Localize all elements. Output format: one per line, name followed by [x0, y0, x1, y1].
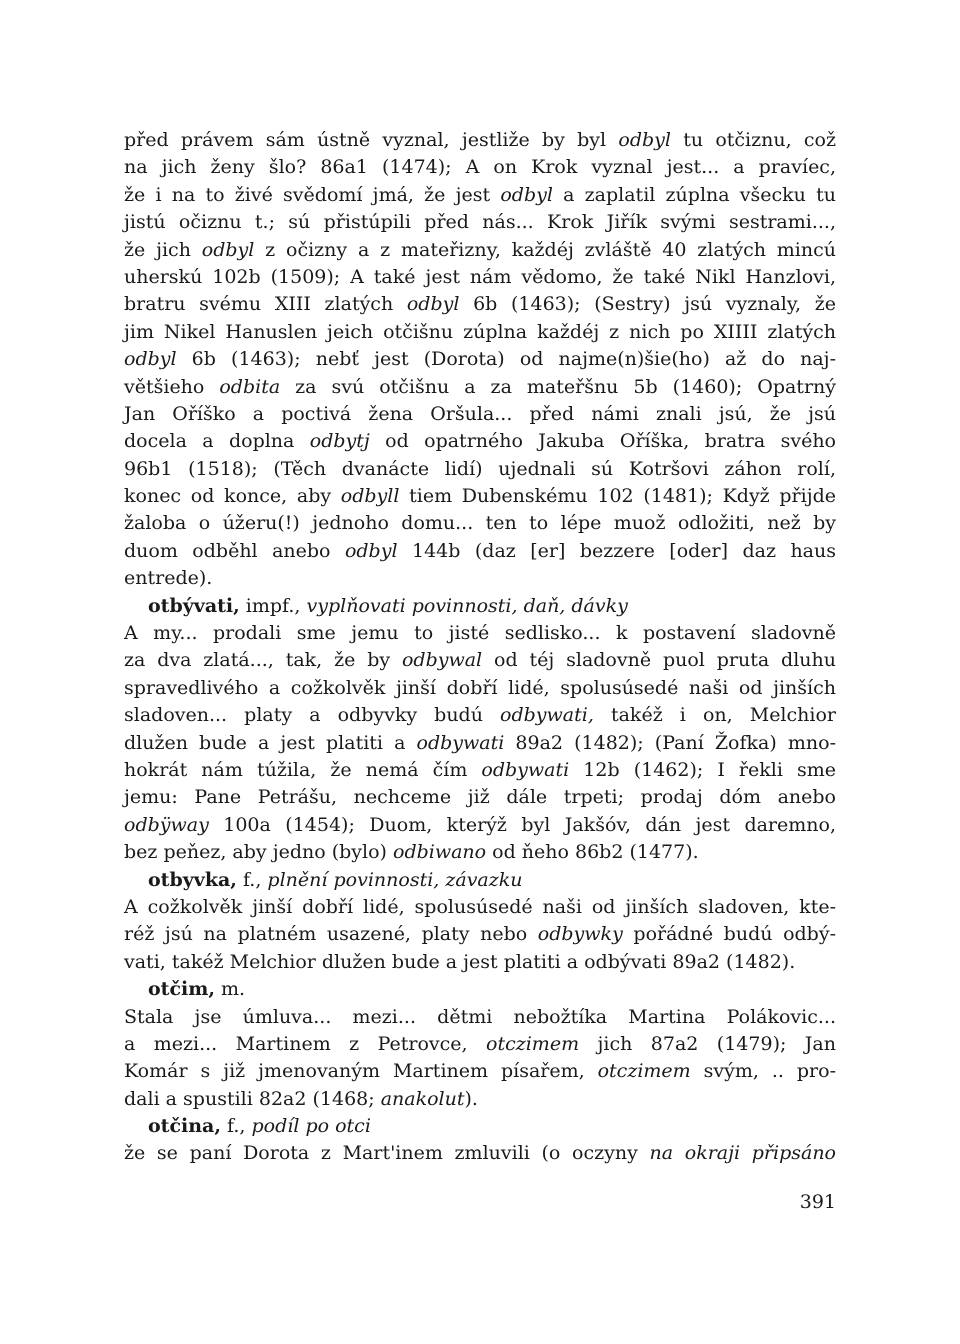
text-line — [124, 1086, 836, 1113]
text-segment: svým, .. pro- — [690, 1060, 836, 1083]
text-segment: hokrát nám túžila, že nemá čím — [124, 758, 482, 781]
text-line — [124, 127, 836, 154]
text-segment: že se paní Dorota z Mart'inem zmluvili (o oczyny — [124, 1142, 650, 1165]
text-line — [124, 1113, 836, 1140]
text-segment: bez peňez, aby jedno (bylo) — [124, 841, 393, 864]
italic-term: odbyl — [500, 183, 553, 206]
text-line — [124, 976, 836, 1003]
text-segment: a zaplatil zúplna všecku tu — [552, 183, 836, 206]
text-segment: f., — [220, 1115, 252, 1138]
italic-term: odbyl — [344, 539, 398, 562]
headword: otbývati, — [148, 594, 240, 617]
headword: otbyvka, — [148, 868, 237, 891]
text-line — [124, 839, 836, 866]
text-segment: většieho — [124, 375, 220, 398]
text-segment: že jich — [124, 238, 202, 261]
text-line — [124, 675, 836, 702]
italic-term: odbyll — [340, 485, 400, 508]
text-segment: jim Nikel Hanuslen jeich otčišnu zúplna každéj z nich po XIIII zlatých — [124, 320, 836, 343]
italic-term: odbywky — [537, 923, 623, 946]
page-number: 391 — [799, 1191, 836, 1213]
text-line — [124, 182, 836, 209]
text-line — [124, 921, 836, 948]
text-segment: Jan Oříško a poctivá žena Oršula... před námi znali jsú, že jsú — [124, 402, 836, 425]
text-line — [124, 867, 836, 894]
text-column — [124, 127, 836, 1168]
text-segment: před právem sám ústně vyznal, jestliže by byl — [124, 129, 619, 151]
italic-term: odbywati — [416, 731, 505, 754]
text-line — [124, 949, 836, 976]
text-line — [124, 702, 836, 729]
text-line — [124, 428, 836, 455]
text-line — [124, 1031, 836, 1058]
text-segment: 12b (1462); I řekli sme — [569, 758, 836, 781]
italic-term: podíl po otci — [251, 1115, 371, 1138]
text-line — [124, 510, 836, 537]
text-segment: za dva zlatá..., tak, že by — [124, 649, 402, 672]
text-segment: 89a2 (1482); (Paní Žofka) mno- — [504, 731, 836, 754]
text-segment: že i na to živé svědomí jmá, že jest — [124, 183, 501, 206]
text-segment: 6b (1463); nebť jest (Dorota) od najme(n)šie(ho) až do naj- — [176, 348, 836, 371]
italic-term: odbyl — [124, 348, 177, 371]
text-line — [124, 483, 836, 510]
text-segment: dali a spustili 82a2 (1468; — [124, 1087, 381, 1110]
italic-term: otczimem — [597, 1060, 691, 1083]
text-segment: ). — [464, 1087, 478, 1110]
italic-term: odbywati, — [500, 704, 594, 727]
text-line — [124, 620, 836, 647]
text-line — [124, 894, 836, 921]
text-line — [124, 1058, 836, 1085]
text-segment: 6b (1463); (Sestry) jsú vyznaly, že — [459, 293, 837, 316]
text-line — [124, 757, 836, 784]
italic-term: odbytj — [309, 430, 370, 453]
italic-term: odbiwano — [393, 841, 487, 864]
text-segment: m. — [214, 978, 246, 1001]
text-line — [124, 538, 836, 565]
text-segment: bratru svému XIII zlatých — [124, 293, 407, 316]
italic-term: vyplňovati povinnosti, daň, dávky — [306, 594, 628, 617]
text-segment: impf., — [239, 594, 307, 617]
text-segment: jich 87a2 (1479); Jan — [579, 1032, 836, 1055]
text-segment: 96b1 (1518); (Těch dvanácte lidí) ujednali sú Kotršovi záhon rolí, — [124, 457, 836, 480]
italic-term: odbyl — [406, 293, 460, 316]
text-segment: od opatrného Jakuba Oříška, bratra svého — [369, 430, 836, 453]
text-line — [124, 784, 836, 811]
text-segment: entrede). — [124, 567, 213, 590]
text-line — [124, 812, 836, 839]
text-segment: f., — [236, 868, 268, 891]
text-line — [124, 291, 836, 318]
text-line — [124, 456, 836, 483]
text-segment: a mezi... Martinem z Petrovce, — [124, 1032, 486, 1055]
italic-term: anakolut — [380, 1087, 465, 1110]
text-segment: 100a (1454); Duom, kterýž byl Jakšóv, dán jest daremno, — [208, 813, 836, 836]
text-segment: takéž i on, Melchior — [593, 704, 836, 727]
text-segment: na jich ženy šlo? 86a1 (1474); A on Krok vyznal jest... a pravíec, — [124, 156, 836, 179]
text-segment: z očizny a z mateřizny, každéj zvláště 40 zlatých mincú — [254, 238, 836, 261]
text-line — [124, 730, 836, 757]
text-line — [124, 209, 836, 236]
text-segment: konec od konce, aby — [124, 485, 341, 508]
text-segment: tu otčiznu, což — [670, 129, 836, 151]
text-segment: vati, takéž Melchior dlužen bude a jest platiti a odbývati 89a2 (1482). — [124, 950, 796, 973]
text-line — [124, 374, 836, 401]
italic-term: odbÿway — [124, 813, 209, 836]
text-line — [124, 154, 836, 181]
italic-term: plnění povinnosti, závazku — [267, 868, 523, 891]
text-line — [124, 319, 836, 346]
text-segment: žaloba o úžeru(!) jednoho domu... ten to lépe muož odložiti, než by — [124, 512, 836, 535]
text-line — [124, 346, 836, 373]
text-segment: uherskú 102b (1509); A také jest nám vědomo, že také Nikl Hanzlovi, — [124, 265, 836, 288]
text-segment: spravedlivého a cožkolvěk jinší dobří lidé, spolusúsedé naši od jinších — [124, 676, 836, 699]
text-segment: Komár s již jmenovaným Martinem písařem, — [124, 1060, 598, 1083]
text-line — [124, 264, 836, 291]
text-line — [124, 647, 836, 674]
text-segment: od ňeho 86b2 (1477). — [486, 841, 699, 864]
text-segment: A my... prodali sme jemu to jisté sedlisko... k postavení sladovně — [124, 622, 836, 645]
text-segment: dlužen bude a jest platiti a — [124, 731, 417, 754]
text-segment: A cožkolvěk jinší dobří lidé, spolusúsedé naši od jinších sladoven, kte- — [124, 895, 836, 918]
text-line — [124, 565, 836, 592]
text-segment: pořádné budú odbý- — [622, 923, 836, 946]
text-line — [124, 401, 836, 428]
text-segment: za svú otčišnu a za mateřšnu 5b (1460); Opatrný — [280, 375, 836, 398]
text-segment: Stala jse úmluva... mezi... dětmi nebožtíka Martina Polákovic... — [124, 1005, 836, 1028]
text-segment: duom odběhl anebo — [124, 539, 345, 562]
italic-term: odbita — [219, 375, 281, 398]
italic-term: odbywati — [481, 758, 570, 781]
text-line — [124, 237, 836, 264]
text-line — [124, 1004, 836, 1031]
text-line — [124, 593, 836, 620]
italic-term: na okraji připsáno — [649, 1142, 836, 1165]
text-segment: jistú očiznu t.; sú přistúpili před nás... Krok Jiřík svými sestrami..., — [124, 211, 836, 234]
text-segment: tiem Dubenskému 102 (1481); Když přijde — [399, 485, 836, 508]
italic-term: odbyl — [201, 238, 255, 261]
text-segment: jemu: Pane Petrášu, nechceme již dále trpeti; prodaj dóm anebo — [124, 786, 836, 809]
text-segment: 144b (daz [er] bezzere [oder] daz haus — [397, 539, 836, 562]
italic-term: odbyl — [618, 129, 671, 151]
text-line — [124, 1140, 836, 1167]
italic-term: odbywal — [401, 649, 483, 672]
text-segment: docela a doplna — [124, 430, 310, 453]
text-segment: réž jsú na platném usazené, platy nebo — [124, 923, 538, 946]
italic-term: otczimem — [486, 1032, 580, 1055]
headword: otčim, — [148, 978, 215, 1001]
text-segment: od téj sladovně puol pruta dluhu — [482, 649, 836, 672]
headword: otčina, — [148, 1115, 221, 1138]
text-segment: sladoven... platy a odbyvky budú — [124, 704, 501, 727]
